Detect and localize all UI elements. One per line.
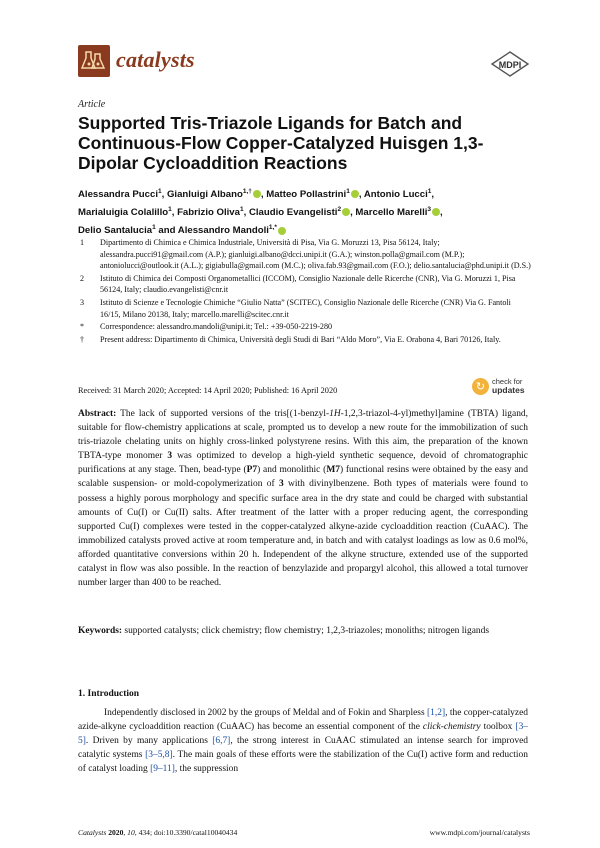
- section-heading: 1. Introduction: [78, 689, 140, 699]
- abstract-text: -1,2,3-triazol-4-yl)methyl]amine (TBTA) ligand, suitable for flow-chemistry applications at scale, prompted us to develop a new route for the immobilization of such tris-triazole chelating units on highly cross-linked polystyrene resins. With this aim, the preparation of the known TBTA-type monomer: [78, 409, 528, 462]
- author-name[interactable]: Matteo Pollastrini: [266, 189, 347, 201]
- author-name[interactable]: Alessandro Mandoli: [177, 225, 269, 237]
- check-updates-icon: ↻: [472, 378, 489, 395]
- abstract-text: ) and monolithic (: [257, 465, 327, 476]
- author-affiliation-mark: 3: [427, 206, 432, 214]
- body-text: , the strong interest in CuAAC stimulated an intense search for improved catalytic systems: [78, 736, 528, 761]
- author-name[interactable]: Delio Santalucia: [78, 225, 153, 237]
- abstract-text: The lack of supported versions of the tris[(1-benzyl-: [116, 409, 330, 419]
- catalysts-logo-icon: [78, 45, 110, 77]
- citation-link[interactable]: [9–11]: [150, 764, 175, 775]
- author-affiliation-mark: 2: [337, 206, 342, 214]
- abstract-text: with divinylbenzene. Both types of materials were found to possess a highly porous morphology and specific surface area in the dry state and could be charged with substantial amounts of Cu(I) or Cu(II) salts. After treatment of the latter with a proper reducing agent, the corresponding supported Cu(I) complexes were tested in the copper-catalyzed alkyne-azide cycloaddition reaction (CuAAC). The immobilized catalysts proved active at room temperature and, in batch and with catalyst loadings as low as 0.6 mol%, afforded quantitative conversions within 20 h. Independent of the alkyne structure, extended use of the supported catalyst in flow was also possible. In the reaction of benzylazide and propargyl alcohol, this allowed a total turnover number larger than 400 to be reached.: [78, 479, 528, 589]
- affiliation-item: [78, 334, 533, 346]
- abstract-label: Abstract:: [78, 409, 117, 419]
- author-separator: ,: [171, 207, 178, 219]
- author-name[interactable]: Antonio Lucci: [363, 189, 428, 201]
- body-text: toolbox: [480, 722, 516, 733]
- affiliation-item: [78, 297, 533, 320]
- body-text: , the suppression: [174, 764, 239, 775]
- author-affiliation-mark: 1: [427, 188, 432, 195]
- body-text: Independently disclosed in 2002 by the groups of Meldal and of Fokin and Sharpless: [104, 708, 428, 718]
- body-text: , the copper-catalyzed azide-alkyne cycloaddition reaction (CuAAC) has become an essential component of the: [78, 708, 529, 733]
- author-separator: and: [155, 225, 178, 237]
- affiliation-mark: 1: [80, 238, 85, 247]
- introduction-paragraph: [78, 706, 528, 776]
- orcid-icon[interactable]: [253, 190, 261, 198]
- compound-ref: 3: [278, 479, 284, 490]
- citation-link[interactable]: [3–5,8]: [145, 750, 173, 761]
- paper-title: Supported Tris-Triazole Ligands for Batch and Continuous-Flow Copper-Catalyzed Huisgen 1,3-Dipolar Cycloaddition Reactions: [78, 113, 484, 173]
- citation-footer: Catalysts 2020, 10, 434; doi:10.3390/catal10040434: [78, 828, 238, 837]
- affiliation-mark: *: [80, 322, 85, 332]
- author-affiliation-mark: 1,*: [268, 224, 277, 232]
- affiliations: [78, 237, 533, 346]
- body-text: click-chemistry: [422, 722, 481, 733]
- publication-dates: Received: 31 March 2020; Accepted: 14 April 2020; Published: 16 April 2020: [78, 386, 338, 395]
- compound-ref: 3: [167, 451, 173, 462]
- check-for-updates-badge[interactable]: [472, 376, 532, 398]
- body-text: . Driven by many applications: [85, 736, 213, 747]
- journal-name: catalysts: [116, 47, 195, 72]
- author-separator: ,: [440, 207, 443, 219]
- author-affiliation-mark: 1: [346, 188, 350, 195]
- author-affiliation-mark: 1: [168, 206, 172, 214]
- author-name[interactable]: Gianluigi Albano: [166, 189, 243, 201]
- orcid-icon[interactable]: [432, 208, 440, 216]
- author-list: [78, 184, 528, 239]
- author-affiliation-mark: 1: [158, 188, 162, 195]
- citation-link[interactable]: [3–5]: [78, 722, 529, 747]
- article-type: Article: [78, 99, 106, 110]
- author-separator: ,: [260, 189, 267, 201]
- affiliation-text: Dipartimento di Chimica e Chimica Industriale, Università di Pisa, Via G. Moruzzi 13, Pisa 56124, Italy; alessandra.pucci91@gmail.com (A.P.); gianluigi.albano@dcci.unipi.it (G.A.); winston.polla@gmail.com (M.P.); antoniolucci@outlook.it (A.L.); gigiabulla@gmail.com (M.C.); oliva.fab.93@gmail.com (F.O.); delio.santalucia@phd.unipi.it (D.S.): [100, 238, 531, 271]
- compound-ref: P7: [246, 465, 258, 476]
- journal-header: [78, 45, 530, 85]
- author-name[interactable]: Alessandra Pucci: [78, 189, 158, 201]
- abstract-text: was optimized to develop a high-yield synthetic sequence, devoid of chromatographic purifications at any stage. Then, bead-type (: [78, 451, 528, 476]
- orcid-icon[interactable]: [342, 208, 350, 216]
- compound-ref: M7: [326, 465, 340, 476]
- author-affiliation-mark: 1: [239, 206, 244, 214]
- abstract: [78, 407, 528, 590]
- author-separator: ,: [350, 207, 356, 219]
- affiliation-text: Correspondence: alessandro.mandoli@unipi.it; Tel.: +39-050-2219-280: [100, 322, 333, 332]
- check-updates-line1: check for: [492, 377, 523, 386]
- body-text: . The main goals of these efforts were the stabilization of the Cu(I) active form and reduction of catalyst loading: [78, 750, 528, 775]
- check-updates-line2: updates: [492, 385, 525, 395]
- author-separator: ,: [161, 189, 167, 201]
- affiliation-item: [78, 273, 533, 296]
- journal-url[interactable]: www.mdpi.com/journal/catalysts: [429, 828, 530, 837]
- affiliation-text: Istituto di Scienze e Tecnologie Chimiche “Giulio Natta” (SCITEC), Consiglio Nazionale delle Ricerche (CNR) Via G. Fantoli 16/15, Milano 20138, Italy; marcello.marelli@scitec.cnr.it: [100, 297, 511, 319]
- affiliation-mark: 3: [80, 297, 85, 307]
- affiliation-mark: †: [80, 334, 85, 344]
- orcid-icon[interactable]: [351, 190, 359, 198]
- abstract-text: 1H: [329, 409, 341, 419]
- author-separator: ,: [243, 207, 249, 219]
- affiliation-text: Present address: Dipartimento di Chimica, Università degli Studi di Bari “Aldo Moro”, Via E. Orabona 4, Bari 70126, Italy.: [100, 334, 501, 344]
- publisher-name: MDPI: [498, 60, 522, 70]
- keywords: [78, 624, 528, 638]
- affiliation-text: Istituto di Chimica dei Composti Organometallici (ICCOM), Consiglio Nazionale delle Ricerche (CNR), Via G. Moruzzi 1, Pisa 56124, Italy; claudio.evangelisti@cnr.it: [100, 273, 516, 295]
- citation-link[interactable]: [1,2]: [427, 708, 446, 718]
- author-separator: ,: [358, 189, 364, 201]
- author-name[interactable]: Fabrizio Oliva: [177, 207, 240, 219]
- author-name[interactable]: Marialuigia Colalillo: [78, 207, 169, 219]
- author-name[interactable]: Marcello Marelli: [355, 207, 428, 219]
- abstract-text: ) functional resins were obtained by the easy and scalable suspension- or mold-copolymerization of: [78, 465, 528, 490]
- citation-link[interactable]: [6,7]: [212, 736, 231, 747]
- keywords-text: supported catalysts; click chemistry; flow chemistry; 1,2,3-triazoles; monoliths; nitrogen ligands: [122, 626, 489, 636]
- mdpi-logo: [490, 51, 530, 77]
- author-name[interactable]: Claudio Evangelisti: [248, 207, 338, 219]
- keywords-label: Keywords:: [78, 626, 123, 636]
- affiliation-mark: 2: [80, 273, 85, 283]
- author-affiliation-mark: 1,†: [242, 188, 252, 195]
- orcid-icon[interactable]: [278, 227, 286, 235]
- author-separator: ,: [431, 189, 435, 201]
- affiliation-item: [78, 237, 533, 272]
- author-affiliation-mark: 1: [152, 224, 156, 232]
- affiliation-item: [78, 321, 533, 333]
